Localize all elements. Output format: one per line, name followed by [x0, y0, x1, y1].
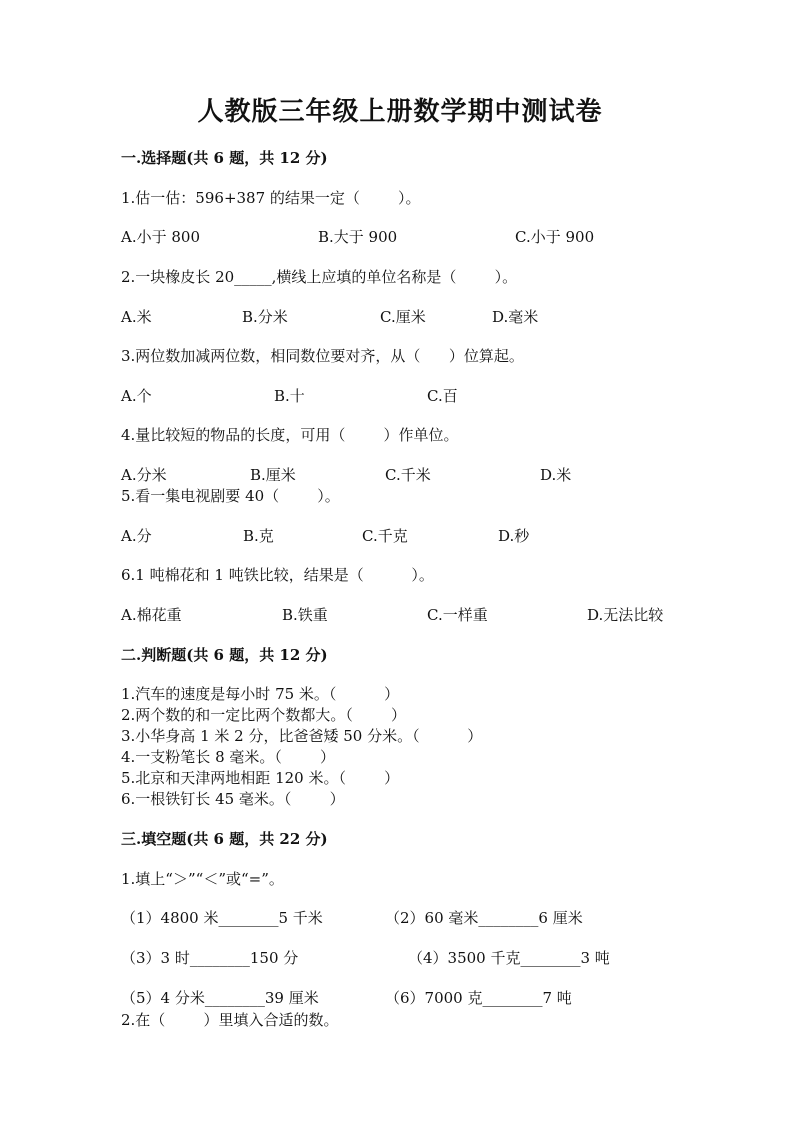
- question-5: 5.看一集电视剧要 40（ ）。: [121, 487, 340, 505]
- question-2: 2.一块橡皮长 20_____,横线上应填的单位名称是（ ）。: [121, 268, 518, 286]
- q4-option-d: D.米: [540, 466, 572, 484]
- question-6: 6.1 吨棉花和 1 吨铁比较，结果是（ ）。: [121, 566, 434, 584]
- q3-option-c: C.百: [427, 387, 458, 405]
- q2-option-a: A.米: [121, 308, 152, 326]
- question-1: 1.估一估：596+387 的结果一定（ ）。: [121, 189, 421, 207]
- q5-option-c: C.千克: [362, 527, 408, 545]
- page-title: 人教版三年级上册数学期中测试卷: [197, 97, 603, 127]
- q6-option-b: B.铁重: [282, 606, 328, 624]
- section-heading-choice: 一.选择题(共 6 题，共 12 分): [121, 149, 328, 167]
- q1-option-c: C.小于 900: [515, 228, 595, 246]
- judge-item-4: 4.一支粉笔长 8 毫米。（ ）: [121, 748, 336, 766]
- judge-item-1: 1.汽车的速度是每小时 75 米。（ ）: [121, 685, 400, 703]
- judge-item-2: 2.两个数的和一定比两个数都大。（ ）: [121, 706, 406, 724]
- fill-item-2: （2）60 毫米________6 厘米: [385, 909, 583, 927]
- section-heading-fill: 三.填空题(共 6 题，共 22 分): [121, 830, 328, 848]
- q2-option-b: B.分米: [242, 308, 288, 326]
- fill-item-1: （1）4800 米________5 千米: [121, 909, 323, 927]
- q3-option-a: A.个: [121, 387, 152, 405]
- fill-item-5: （5）4 分米________39 厘米: [121, 989, 319, 1007]
- fill-item-3: （3）3 时________150 分: [121, 949, 299, 967]
- q5-option-b: B.克: [243, 527, 274, 545]
- q1-option-b: B.大于 900: [318, 228, 398, 246]
- judge-item-3: 3.小华身高 1 米 2 分，比爸爸矮 50 分米。（ ）: [121, 727, 483, 745]
- fill-question-2: 2.在（ ）里填入合适的数。: [121, 1011, 339, 1029]
- q6-option-a: A.棉花重: [121, 606, 182, 624]
- q6-option-c: C.一样重: [427, 606, 488, 624]
- q4-option-b: B.厘米: [250, 466, 296, 484]
- q4-option-c: C.千米: [385, 466, 431, 484]
- judge-item-5: 5.北京和天津两地相距 120 米。（ ）: [121, 769, 400, 787]
- fill-item-6: （6）7000 克________7 吨: [385, 989, 572, 1007]
- judge-item-6: 6.一根铁钉长 45 毫米。（ ）: [121, 790, 345, 808]
- question-4: 4.量比较短的物品的长度，可用（ ）作单位。: [121, 426, 459, 444]
- fill-item-4: （4）3500 千克________3 吨: [408, 949, 610, 967]
- q2-option-c: C.厘米: [380, 308, 426, 326]
- q1-option-a: A.小于 800: [121, 228, 200, 246]
- q5-option-d: D.秒: [498, 527, 530, 545]
- q4-option-a: A.分米: [121, 466, 167, 484]
- question-3: 3.两位数加减两位数，相同数位要对齐，从（ ）位算起。: [121, 347, 524, 365]
- q3-option-b: B.十: [274, 387, 305, 405]
- q2-option-d: D.毫米: [492, 308, 539, 326]
- q5-option-a: A.分: [121, 527, 152, 545]
- q6-option-d: D.无法比较: [587, 606, 664, 624]
- fill-question-1: 1.填上“＞”“＜”或“=”。: [121, 870, 284, 888]
- section-heading-judge: 二.判断题(共 6 题，共 12 分): [121, 646, 328, 664]
